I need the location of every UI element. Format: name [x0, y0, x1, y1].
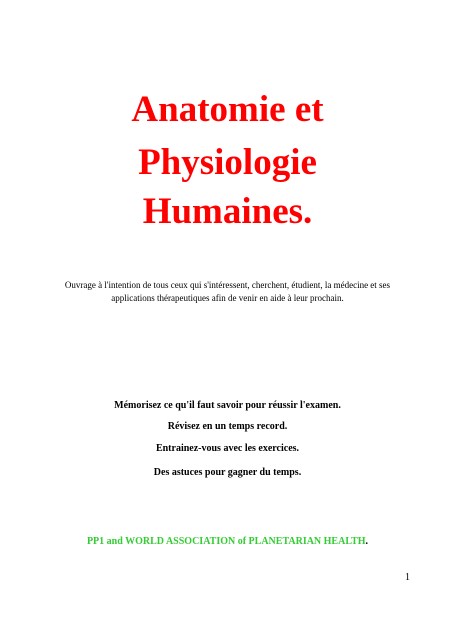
- title-line: Anatomie et: [131, 89, 324, 130]
- page-number: 1: [405, 572, 410, 583]
- footer-organization: PP1 and WORLD ASSOCIATION of PLANETARIAN HEALTH: [86, 536, 366, 547]
- advice-line: Entrainez-vous avec les exercices.: [155, 443, 300, 454]
- subtitle-line: applications thérapeutiques afin de venir en aide à leur prochain.: [111, 293, 344, 303]
- subtitle-line: Ouvrage à l'intention de tous ceux qui s'intéressent, cherchent, étudient, la médecine et ses: [64, 280, 391, 290]
- footer: [0, 536, 455, 548]
- title-line: Humaines.: [142, 191, 313, 232]
- footer-punctuation: .: [365, 536, 369, 547]
- advice-line: Révisez en un temps record.: [167, 421, 288, 432]
- title-line: Physiologie: [138, 142, 317, 183]
- advice-line: Mémorisez ce qu'il faut savoir pour réussir l'examen.: [114, 400, 341, 411]
- advice-line: Des astuces pour gagner du temps.: [153, 467, 302, 478]
